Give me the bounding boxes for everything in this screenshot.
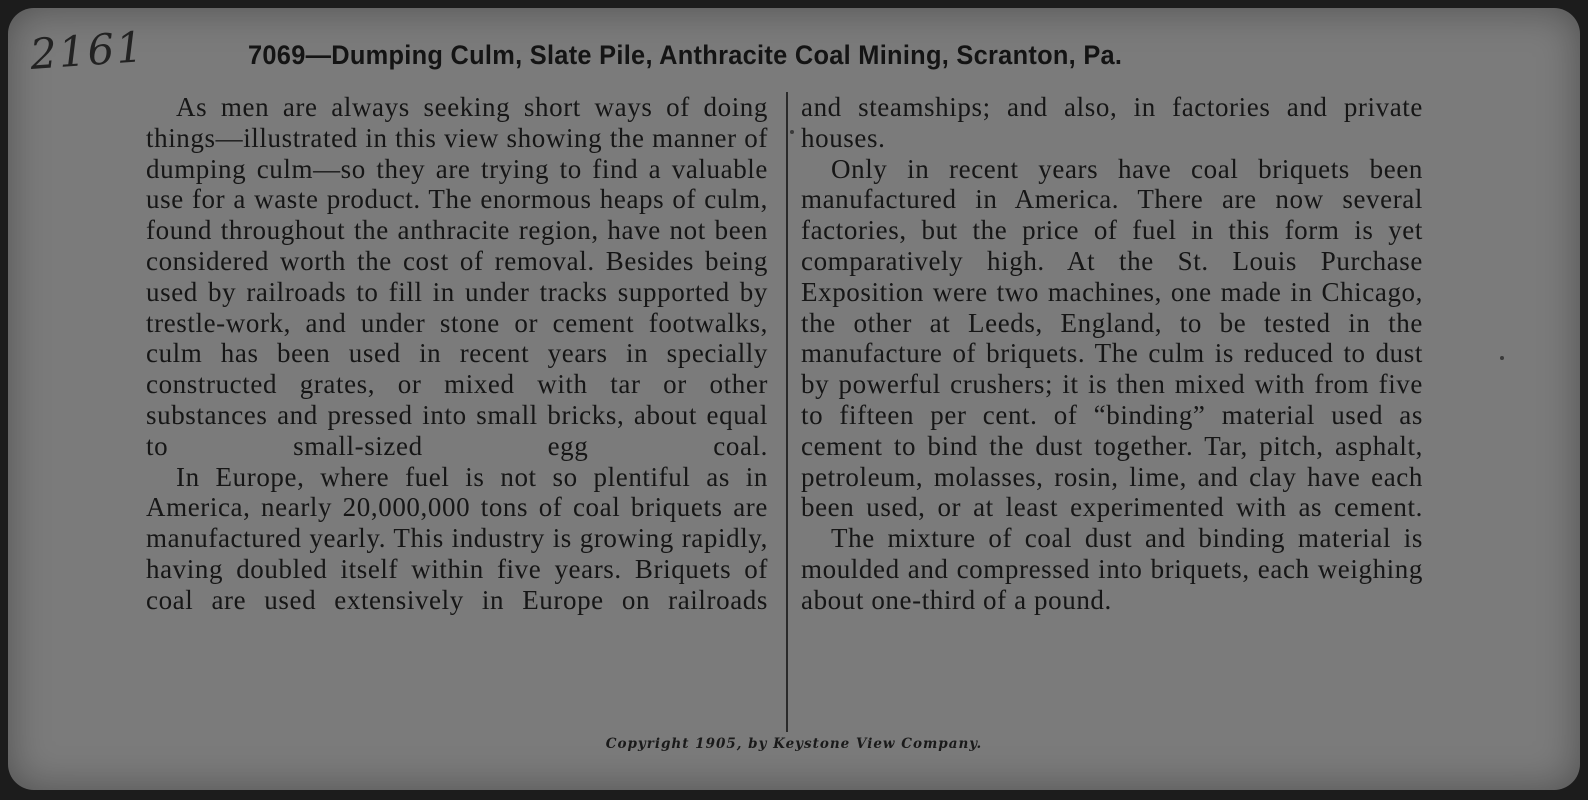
right-paragraph-3: The mixture of coal dust and binding material is moulded and compressed into briquets, each weighing about one-third of a pound.	[801, 523, 1423, 615]
print-speck	[1500, 356, 1504, 360]
left-paragraph-1: As men are always seeking short ways of doing things—illustrated in this view showing the manner of dumping culm—so they are trying to find a valuable use for a waste product. The enormous heaps of culm, found throughout the anthracite region, have not been considered worth the cost of removal. Besides being used by railroads to fill in under tracks supported by trestle-work, and under stone or cement footwalks, culm has been used in recent years in specially constructed grates, or mixed with tar or other substances and pressed into small bricks, about equal to small-sized egg coal.	[146, 92, 768, 461]
page-title: 7069—Dumping Culm, Slate Pile, Anthracite Coal Mining, Scranton, Pa.	[248, 40, 1123, 70]
left-paragraph-2: In Europe, where fuel is not so plentiful as in America, nearly 20,000,000 tons of coal briquets are manufactured yearly. This industry is growing rapidly, having doubled itself within five years. Briquets of coal are used extensively in Europe on railroads	[146, 461, 768, 615]
right-paragraph-2: Only in recent years have coal briquets been manufactured in America. There are now several factories, but the price of fuel in this form is yet comparatively high. At the St. Louis Purchase Exposition were two machines, one made in Chicago, the other at Leeds, England, to be tested in the manufacture of briquets. The culm is reduced to dust by powerful crushers; it is then mixed with from five to fifteen per cent. of “binding” material used as cement to bind the dust together. Tar, pitch, asphalt, petroleum, molasses, rosin, lime, and clay have each been used, or at least experimented with as cement.	[801, 153, 1423, 523]
print-speck	[790, 130, 794, 134]
column-divider	[786, 92, 788, 732]
left-text-column	[146, 92, 768, 616]
stereoview-card-back	[8, 8, 1580, 790]
right-paragraph-1: and steamships; and also, in factories and private houses.	[801, 92, 1423, 153]
copyright-notice: Copyright 1905, by Keystone View Company.	[605, 736, 983, 752]
right-text-column	[801, 92, 1423, 616]
handwritten-catalog-number: 2161	[28, 22, 147, 79]
